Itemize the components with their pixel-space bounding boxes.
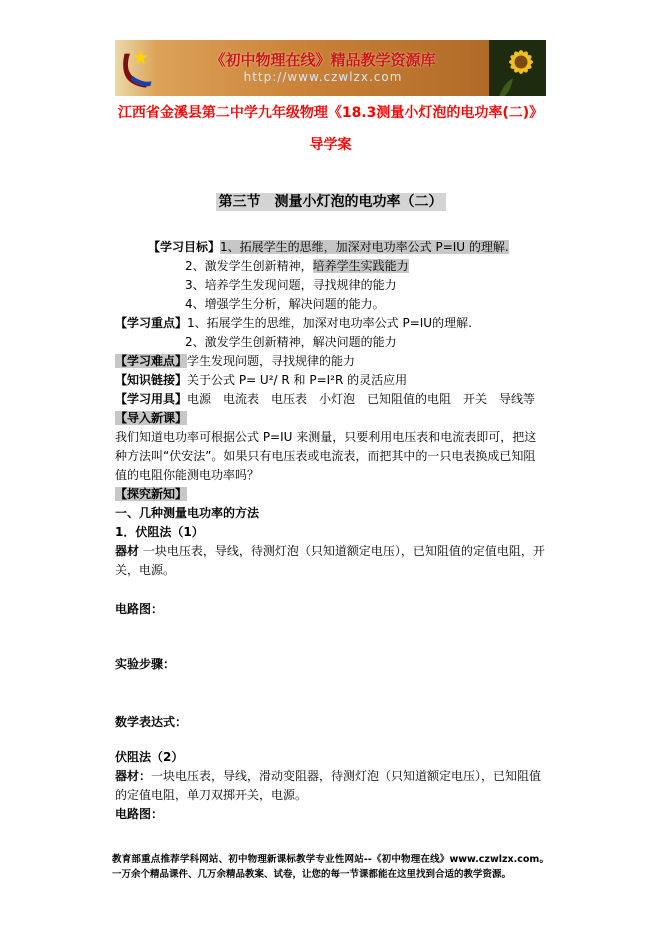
- goals-item2: [115, 257, 546, 276]
- formula-label: 数学表达式：: [115, 715, 188, 729]
- section-heading-text: 第三节 测量小灯泡的电功率（二）: [216, 193, 446, 211]
- method2-materials-text: 一块电压表，导线，滑动变阻器，待测灯泡（只知道额定电压），已知阻值的定值电阻，单刀双掷开关，电源。: [115, 769, 542, 802]
- document-body: [115, 192, 546, 824]
- goals-label: 【学习目标】: [148, 240, 221, 254]
- experiment-steps-label: 实验步骤：: [115, 657, 176, 671]
- tools-text: 电源 电流表 电压表 小灯泡 已知阻值的电阻 开关 导线等: [187, 392, 536, 406]
- method1-materials-paragraph: [115, 542, 546, 580]
- circuit-diagram-label-1: 电路图：: [115, 602, 164, 616]
- goals-item2-pre: 2、激发学生创新精神，: [185, 259, 313, 273]
- banner-text-block: [161, 52, 489, 85]
- method2-materials-paragraph: [115, 767, 546, 805]
- method2-materials-label: 器材：: [115, 769, 152, 783]
- method1-materials-text: 一块电压表，导线，待测灯泡（只知道额定电压），已知阻值的定值电阻，开关，电源。: [115, 544, 545, 577]
- intro-label: 【导入新课】: [115, 411, 188, 425]
- document-title-line2: 导学案: [309, 137, 352, 153]
- section-heading: [115, 192, 546, 212]
- difficulty-label: 【学习难点】: [115, 354, 188, 368]
- explore-label-line: [115, 485, 546, 504]
- focus-label: 【学习重点】: [115, 316, 188, 330]
- document-title-line1: 江西省金溪县第二中学九年级物理《18.3测量小灯泡的电功率(二)》: [117, 105, 544, 121]
- site-logo-icon: [115, 40, 161, 96]
- method2-heading: 伏阻法（2）: [115, 750, 184, 764]
- focus-item1: 1、拓展学生的思维，加深对电功率公式 P=IU的理解.: [187, 316, 472, 330]
- method1-materials-label: 器材: [115, 544, 140, 558]
- goals-line: [115, 238, 546, 257]
- sunflower-image: [489, 40, 546, 96]
- focus-line: [115, 314, 546, 333]
- knowledge-link-text: 关于公式 P= U²/ R 和 P=I²R 的灵活应用: [187, 373, 408, 387]
- methods-heading: 一、几种测量电功率的方法: [115, 506, 260, 520]
- method1-heading: 1．伏阻法（1）: [115, 525, 204, 539]
- difficulty-text: 学生发现问题，寻找规律的能力: [187, 354, 356, 368]
- tools-label: 【学习用具】: [115, 392, 188, 406]
- explore-label: 【探究新知】: [115, 487, 188, 501]
- goals-item4: 4、增强学生分析，解决问题的能力。: [185, 297, 385, 311]
- circuit-diagram-label-2: 电路图：: [115, 807, 164, 821]
- page-footer: 教育部重点推荐学科网站、初中物理新课标教学专业性网站--《初中物理在线》www.czwlzx.com。一万余个精品课件、几万余精品教案、试卷，让您的每一节课都能在这里找到合适的教学资源。: [112, 854, 549, 880]
- sunflower-svg: [489, 40, 546, 96]
- difficulty-line: [115, 352, 546, 371]
- focus-item2: 2、激发学生创新精神，解决问题的能力: [185, 335, 397, 349]
- banner-site-url: http://www.czwlzx.com: [243, 70, 403, 85]
- goals-item3: 3、培养学生发现问题，寻找规律的能力: [185, 278, 397, 292]
- knowledge-link-label: 【知识链接】: [115, 373, 188, 387]
- banner-site-title: 《初中物理在线》精品教学资源库: [210, 50, 436, 69]
- knowledge-link-line: [115, 371, 546, 390]
- site-banner: [115, 40, 546, 96]
- goals-item1: 1、拓展学生的思维，加深对电功率公式 P=IU 的理解.: [220, 240, 509, 254]
- document-title: [0, 104, 661, 154]
- intro-paragraph: 我们知道电功率可根据公式 P=IU 来测量，只要利用电压表和电流表即可，把这种方法叫“伏安法”。如果只有电压表或电流表，而把其中的一只电表换成已知阻值的电阻你能测电功率吗？: [115, 430, 537, 482]
- intro-label-line: [115, 409, 546, 428]
- goals-item2-highlight: 培养学生实践能力: [312, 259, 409, 273]
- site-logo-svg: [121, 48, 155, 88]
- tools-line: [115, 390, 546, 409]
